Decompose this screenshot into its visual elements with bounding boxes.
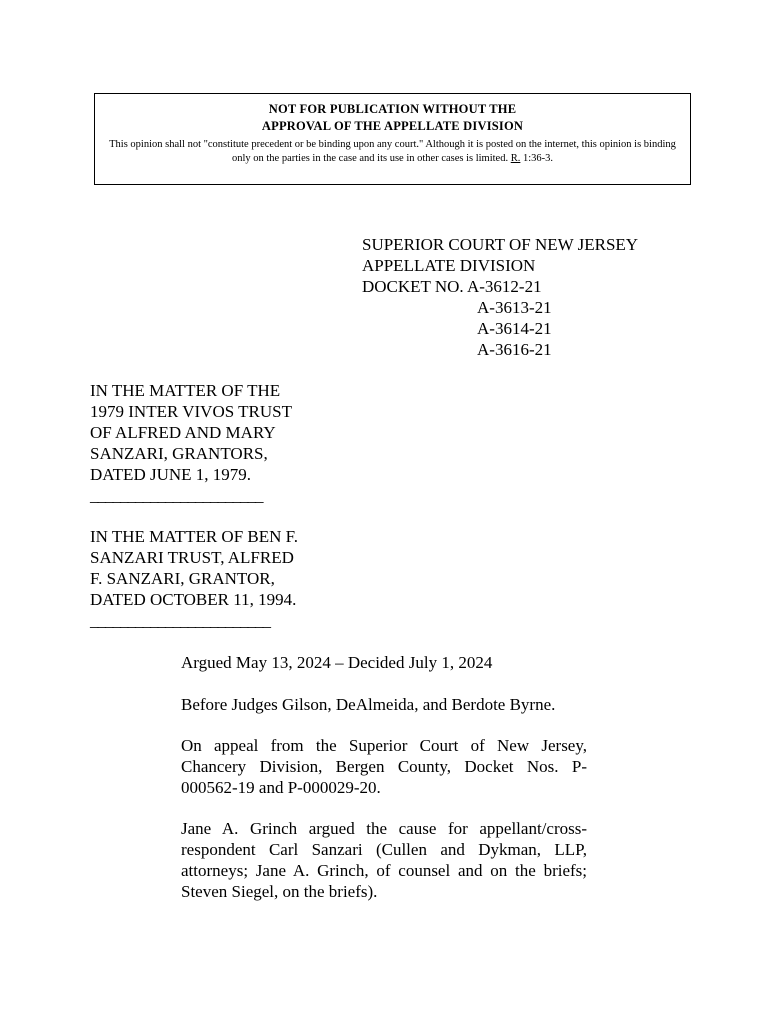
counsel-paragraph: Jane A. Grinch argued the cause for appellant/cross-respondent Carl Sanzari (Cullen and Dykman, LLP, attorneys; Jane A. Grinch, of counsel and on the briefs; Steven Siegel, on the briefs). xyxy=(181,819,587,901)
notice-heading-line2: APPROVAL OF THE APPELLATE DIVISION xyxy=(261,119,524,133)
case-caption-1 xyxy=(90,380,292,506)
caption2-line1: IN THE MATTER OF BEN F. xyxy=(90,527,299,546)
docket-number-2: A-3613-21 xyxy=(477,298,552,317)
caption1-divider: _______________________ xyxy=(90,486,263,505)
caption1-line4: SANZARI, GRANTORS, xyxy=(90,444,268,463)
caption2-line4: DATED OCTOBER 11, 1994. xyxy=(90,590,297,609)
publication-notice-box xyxy=(94,93,691,185)
docket-number: DOCKET NO. A-3612-21 xyxy=(362,277,542,296)
docket-number-3: A-3614-21 xyxy=(477,319,552,338)
docket-number-4: A-3616-21 xyxy=(477,340,552,359)
appeal-paragraph: On appeal from the Superior Court of New Jersey, Chancery Division, Bergen County, Docket Nos. P-000562-19 and P-000029-20. xyxy=(181,736,587,797)
court-header xyxy=(362,234,638,360)
rule-number: 1:36-3. xyxy=(520,152,554,164)
case-caption-2 xyxy=(90,526,298,631)
judges-line: Before Judges Gilson, DeAlmeida, and Berdote Byrne. xyxy=(181,695,556,714)
caption2-line2: SANZARI TRUST, ALFRED xyxy=(90,548,294,567)
rule-reference: R. xyxy=(510,152,521,164)
notice-text-body: This opinion shall not "constitute precedent or be binding upon any court." Although it is posted on the internet, this opinion is binding only on the parties in the case and its use in other cases is limited. xyxy=(109,139,676,164)
caption2-line3: F. SANZARI, GRANTOR, xyxy=(90,569,275,588)
argued-decided-line: Argued May 13, 2024 – Decided July 1, 2024 xyxy=(181,653,493,672)
caption1-line3: OF ALFRED AND MARY xyxy=(90,423,276,442)
court-division: APPELLATE DIVISION xyxy=(362,256,536,275)
notice-text xyxy=(95,138,690,165)
caption1-line1: IN THE MATTER OF THE xyxy=(90,381,281,400)
caption1-line5: DATED JUNE 1, 1979. xyxy=(90,465,252,484)
court-name: SUPERIOR COURT OF NEW JERSEY xyxy=(362,235,639,254)
caption1-line2: 1979 INTER VIVOS TRUST xyxy=(90,402,292,421)
caption2-divider: ________________________ xyxy=(90,611,270,630)
notice-heading-line1: NOT FOR PUBLICATION WITHOUT THE xyxy=(268,102,517,116)
